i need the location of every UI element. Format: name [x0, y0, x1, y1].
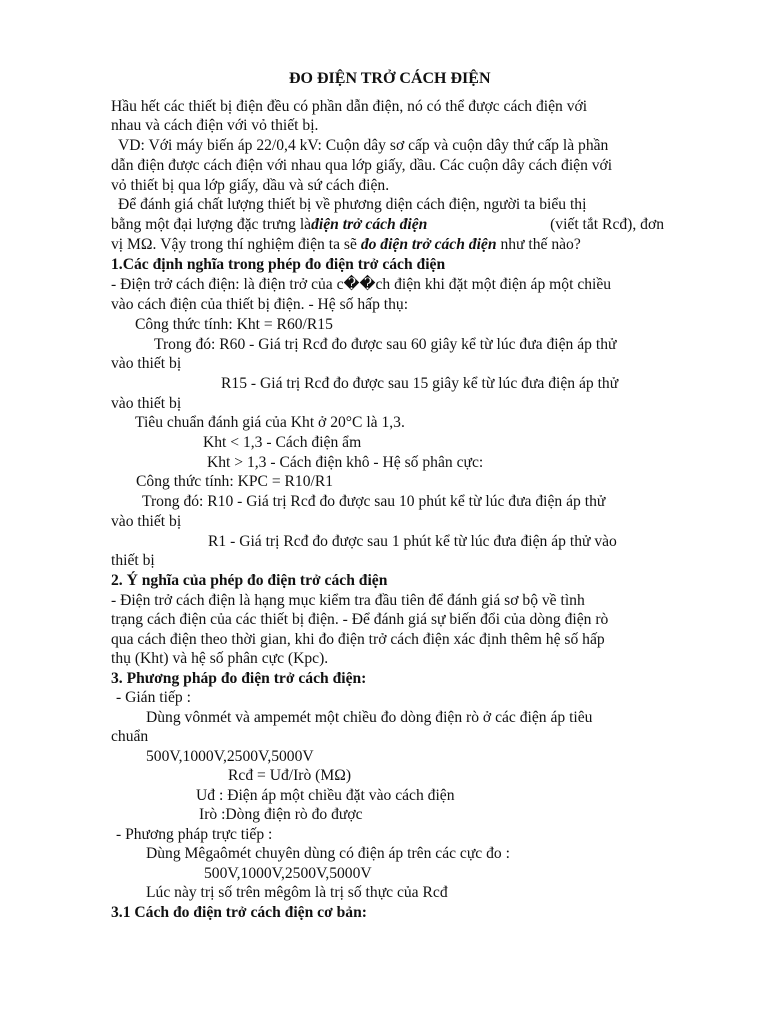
formula-kht: Công thức tính: Kht = R60/R15 [135, 316, 333, 333]
r60-line-1: Trong đó: R60 - Giá trị Rcđ đo được sau 60 giây kể từ lúc đưa điện áp thử [154, 336, 617, 353]
test-voltages-2: 500V,1000V,2500V,5000V [204, 865, 372, 882]
iro-definition: Irò :Dòng điện rò đo được [199, 806, 363, 823]
significance-line-4: thụ (Kht) và hệ số phân cực (Kpc). [111, 650, 329, 667]
kht-high: Kht > 1,3 - Cách điện khô - Hệ số phân cực: [207, 454, 484, 471]
test-voltages-1: 500V,1000V,2500V,5000V [146, 748, 314, 765]
significance-line-1: - Điện trở cách điện là hạng mục kiểm tra đầu tiên để đánh giá sơ bộ về tình [111, 592, 585, 609]
kht-low: Kht < 1,3 - Cách điện ẩm [203, 434, 362, 451]
direct-label: - Phương pháp trực tiếp : [116, 826, 273, 843]
indirect-label: - Gián tiếp : [116, 689, 191, 706]
example-line-3: vỏ thiết bị qua lớp giấy, dầu và sứ cách điện. [111, 177, 390, 194]
section-3-1-heading: 3.1 Cách đo điện trở cách điện cơ bản: [111, 904, 367, 921]
r10-line-1: Trong đó: R10 - Giá trị Rcđ đo được sau 10 phút kể từ lúc đưa điện áp thử [142, 493, 606, 510]
definition-line-1: - Điện trở cách điện: là điện trở của c��ch điện khi đặt một điện áp một chiều [111, 276, 612, 293]
document-title: ĐO ĐIỆN TRỞ CÁCH ĐIỆN [289, 70, 491, 87]
formula-kpc: Công thức tính: KPC = R10/R1 [136, 473, 334, 490]
r10-line-2: vào thiết bị [111, 513, 182, 530]
kht-standard: Tiêu chuẩn đánh giá của Kht ở 20°C là 1,3. [135, 414, 405, 431]
term-measure-insulation: đo điện trở cách điện [360, 236, 497, 253]
section-2-heading: 2. Ý nghĩa của phép đo điện trở cách điện [111, 572, 388, 589]
r1-line-1: R1 - Giá trị Rcđ đo được sau 1 phút kể từ lúc đưa điện áp thử vào [208, 533, 617, 550]
example-line-2: dẫn điện được cách điện với nhau qua lớp giấy, dầu. Các cuộn dây cách điện với [111, 157, 613, 174]
r60-line-2: vào thiết bị [111, 355, 182, 372]
evaluation-line-1: Để đánh giá chất lượng thiết bị về phương diện cách điện, người ta biểu thị [118, 196, 587, 213]
evaluation-text-c: vị MΩ. Vậy trong thí nghiệm điện ta sẽ [111, 236, 357, 253]
significance-line-3: qua cách điện theo thời gian, khi đo điện trở cách điện xác định thêm hệ số hấp [111, 631, 605, 648]
r15-line-2: vào thiết bị [111, 395, 182, 412]
example-line-1: VD: Với máy biến áp 22/0,4 kV: Cuộn dây sơ cấp và cuộn dây thứ cấp là phần [118, 137, 609, 154]
evaluation-line-3 [111, 236, 581, 254]
evaluation-text-a: bằng một đại lượng đặc trưng là [111, 216, 312, 233]
intro-line-2: nhau và cách điện với vỏ thiết bị. [111, 117, 319, 134]
intro-line-1: Hầu hết các thiết bị điện đều có phần dẫn điện, nó có thể được cách điện với [111, 98, 588, 115]
indirect-line-2: chuẩn [111, 728, 149, 745]
term-insulation-resistance: điện trở cách điện [311, 216, 428, 233]
evaluation-text-d: như thế nào? [500, 236, 581, 253]
ud-definition: Uđ : Điện áp một chiều đặt vào cách điện [196, 787, 455, 804]
r1-line-2: thiết bị [111, 552, 155, 569]
definition-line-2: vào cách điện của thiết bị điện. - Hệ số hấp thụ: [111, 296, 409, 313]
evaluation-line-2 [111, 216, 664, 234]
indirect-line-1: Dùng vônmét và ampemét một chiều đo dòng điện rò ở các điện áp tiêu [146, 709, 593, 726]
r15-line-1: R15 - Giá trị Rcđ đo được sau 15 giây kể từ lúc đưa điện áp thử [221, 375, 619, 392]
evaluation-text-b: (viết tắt Rcđ), đơn [550, 216, 664, 233]
resistance-formula: Rcđ = Uđ/Irò (MΩ) [228, 767, 352, 784]
significance-line-2: trạng cách điện của các thiết bị điện. - Để đánh giá sự biến đổi của dòng điện rò [111, 611, 609, 628]
direct-line: Dùng Mêgaômét chuyên dùng có điện áp trên các cực đo : [146, 845, 510, 862]
section-1-heading: 1.Các định nghĩa trong phép đo điện trở cách điện [111, 256, 446, 273]
direct-note: Lúc này trị số trên mêgôm là trị số thực của Rcđ [146, 884, 448, 901]
section-3-heading: 3. Phương pháp đo điện trở cách điện: [111, 670, 367, 687]
